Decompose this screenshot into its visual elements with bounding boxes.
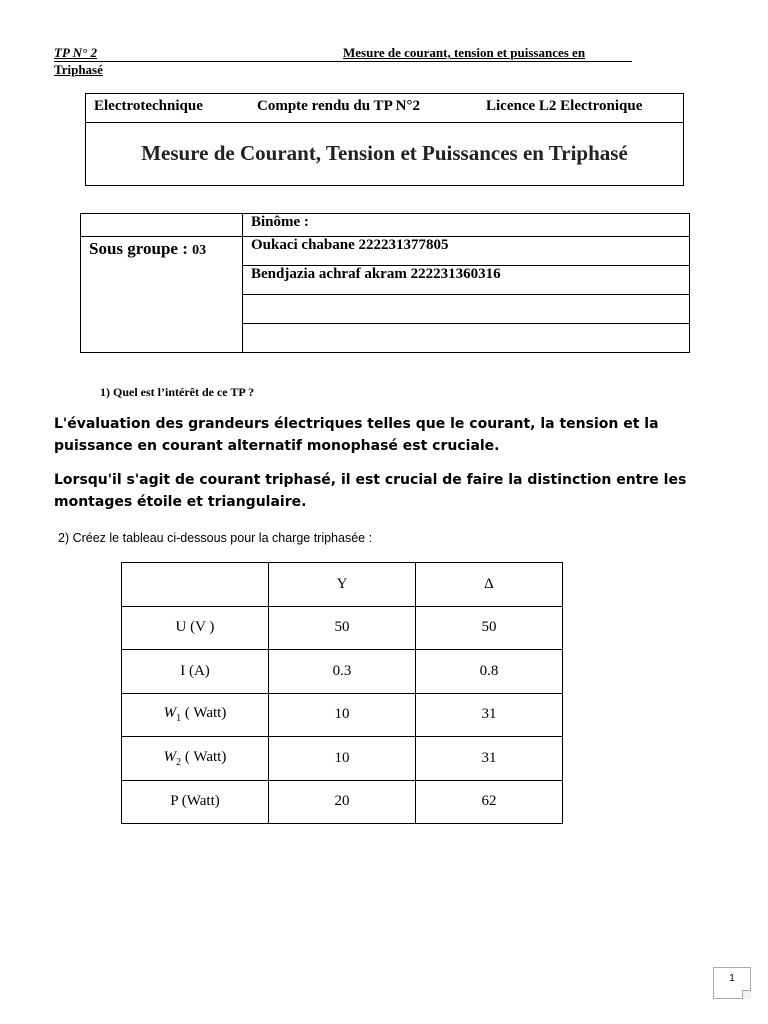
member-cell <box>243 295 690 324</box>
running-header <box>54 45 632 62</box>
w2-symbol: $W_2$ <box>163 748 182 768</box>
row-label-power: P (Watt) <box>122 780 269 824</box>
member-cell <box>243 324 690 353</box>
row-label-w1 <box>122 693 269 737</box>
subgroup-label: Sous groupe : <box>89 239 188 258</box>
value-cell: 31 <box>416 693 563 737</box>
value-cell: 62 <box>416 780 563 824</box>
header-topic-continued: Triphasé <box>54 62 103 77</box>
group-table <box>80 213 690 353</box>
row-label-current: I (A) <box>122 650 269 694</box>
row-label-voltage: U (V ) <box>122 606 269 650</box>
column-header-delta: Δ <box>416 563 563 607</box>
column-header-star: Y <box>269 563 416 607</box>
w1-symbol: $W_1$ <box>163 705 182 725</box>
title-box <box>85 93 684 186</box>
group-table-empty-cell <box>81 214 243 237</box>
measurement-header-empty <box>122 563 269 607</box>
subject-label: Electrotechnique <box>94 98 203 114</box>
value-cell: 50 <box>416 606 563 650</box>
level-label: Licence L2 Electronique <box>486 98 643 114</box>
answer-paragraph-1: L'évaluation des grandeurs électriques telles que le courant, la tension et la puissance en courant alternatif monophasé est cruciale. <box>54 416 659 454</box>
value-cell: 10 <box>269 737 416 781</box>
member-cell: Bendjazia achraf akram 222231360316 <box>243 266 690 295</box>
question-1: 1) Quel est l’intérêt de ce TP ? <box>100 385 255 399</box>
question-2: 2) Créez le tableau ci-dessous pour la charge triphasée : <box>58 531 373 545</box>
binome-label: Binôme : <box>243 214 690 237</box>
value-cell: 10 <box>269 693 416 737</box>
value-cell: 31 <box>416 737 563 781</box>
value-cell: 0.8 <box>416 650 563 694</box>
report-label: Compte rendu du TP N°2 <box>257 98 420 114</box>
row-label-w2 <box>122 737 269 781</box>
subgroup-cell <box>81 237 243 353</box>
subgroup-number: 03 <box>192 243 207 258</box>
value-cell: 20 <box>269 780 416 824</box>
w1-unit: ( Watt) <box>181 705 227 722</box>
w2-unit: ( Watt) <box>181 748 227 765</box>
value-cell: 50 <box>269 606 416 650</box>
answer-paragraph-2: Lorsqu'il s'agit de courant triphasé, il est crucial de faire la distinction entre les montages étoile et triangulaire. <box>54 472 687 510</box>
header-tp-number: TP N° 2 <box>54 45 97 60</box>
page-number: 1 <box>713 967 751 999</box>
value-cell: 0.3 <box>269 650 416 694</box>
document-title: Mesure de Courant, Tension et Puissances en Triphasé <box>141 141 628 165</box>
header-topic: Mesure de courant, tension et puissances en <box>343 45 586 60</box>
measurement-table <box>121 562 563 824</box>
title-info-row <box>86 94 683 123</box>
member-cell: Oukaci chabane 222231377805 <box>243 237 690 266</box>
